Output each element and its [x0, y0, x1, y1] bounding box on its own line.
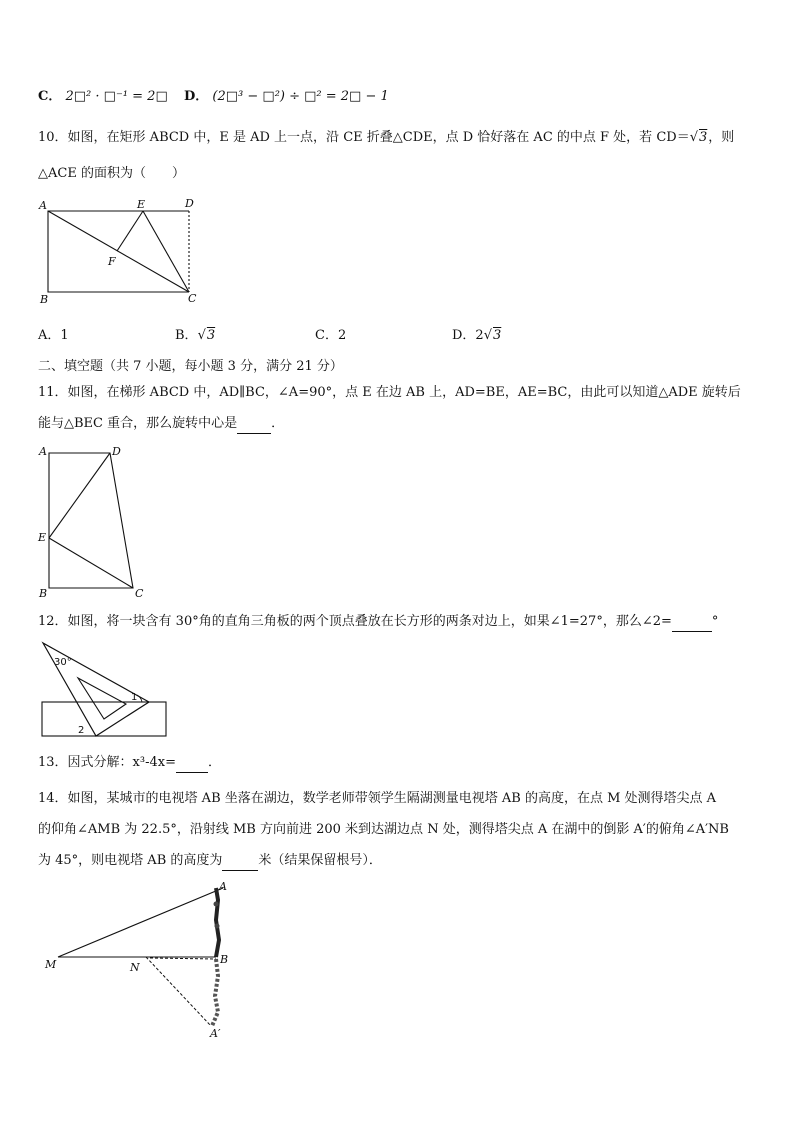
- q10-stem-text: 10．如图，在矩形 ABCD 中，E 是 AD 上一点，沿 CE 折叠△CDE，点 D 恰好落在 AC 的中点 F 处，若 CD＝: [38, 130, 690, 145]
- point-label-e: E: [38, 531, 47, 544]
- q14-figure: [40, 880, 240, 1040]
- q11-stem-text: 能与△BEC 重合，那么旋转中心是: [38, 416, 238, 431]
- segment-ed: [49, 453, 110, 538]
- q10-figure: [36, 194, 206, 306]
- q11-answer-blank[interactable]: [237, 415, 271, 434]
- line-ma: [58, 888, 223, 957]
- q12-figure: [38, 640, 170, 740]
- q14-answer-blank[interactable]: [222, 852, 258, 871]
- segment-ef: [117, 211, 143, 251]
- q10-stem-end: ，则: [708, 130, 735, 145]
- tower-reflection: [212, 959, 218, 1026]
- point-label-n: N: [130, 961, 140, 974]
- q10-option-b-sqrt: √3: [197, 328, 216, 343]
- segment-ec: [143, 211, 189, 292]
- angle-2-label: 2: [78, 725, 85, 736]
- dashed-lake-shore: [150, 958, 216, 959]
- q10-option-c[interactable]: C．2: [315, 328, 347, 343]
- dashed-line-na-prime: [146, 957, 211, 1026]
- q14-stem-end: 米（结果保留根号）．: [258, 853, 382, 868]
- diagonal-ac: [48, 211, 189, 292]
- q12-stem-text: 12．如图，将一块含有 30°角的直角三角板的两个顶点叠放在长方形的两条对边上，如果∠1=27°，那么∠2=: [38, 614, 672, 629]
- angle-30-label: 30°: [54, 657, 72, 668]
- q10-sqrt: √3: [689, 130, 708, 145]
- q10-option-b[interactable]: [175, 327, 216, 345]
- angle-1-label: 1: [131, 692, 138, 703]
- q14-stem-line1: 14．如图，某城市的电视塔 AB 坐落在湖边，数学老师带领学生隔湖测量电视塔 AB 的高度，在点 M 处测得塔尖点 A: [38, 791, 717, 806]
- set-square-inner-cutout: [78, 678, 126, 719]
- q10-option-d[interactable]: [452, 327, 502, 345]
- q9-option-c-expr: 2□² · □⁻¹ = 2□: [65, 89, 168, 104]
- q13-stem-text: 13．因式分解：x³-4x=: [38, 755, 176, 770]
- point-label-a: A: [39, 199, 47, 212]
- trapezoid-rotation-diagram: [36, 443, 156, 599]
- q14-stem-text: 为 45°，则电视塔 AB 的高度为: [38, 853, 223, 868]
- tv-tower-reflection-diagram: [40, 880, 240, 1040]
- tower-ab: [216, 888, 219, 957]
- point-label-b: B: [39, 587, 48, 600]
- point-label-c: C: [188, 292, 197, 305]
- point-label-a: A: [219, 880, 227, 893]
- q10-option-d-radicand: 3: [493, 328, 502, 343]
- set-square-on-rectangle-diagram: [38, 640, 170, 740]
- q14-stem-line2: 的仰角∠AMB 为 22.5°，沿射线 MB 方向前进 200 米到达湖边点 N 处，测得塔尖点 A 在湖中的倒影 A′的俯角∠A′NB: [38, 822, 729, 837]
- point-label-e: E: [137, 198, 146, 211]
- q10-sqrt-radicand: 3: [699, 130, 708, 145]
- q12-answer-blank[interactable]: [672, 613, 712, 632]
- q13-stem: [38, 754, 764, 773]
- rectangle-fold-diagram: [36, 194, 206, 306]
- q9-option-d-label: D．: [184, 89, 209, 104]
- point-label-d: D: [185, 197, 194, 210]
- q10-option-b-radicand: 3: [206, 328, 216, 343]
- q11-stem-end: ．: [271, 416, 285, 431]
- point-label-m: M: [45, 958, 57, 971]
- point-label-b: B: [220, 953, 229, 966]
- q12-stem-end: °: [711, 614, 719, 629]
- point-label-b: B: [40, 293, 49, 306]
- q10-option-d-label: D．2: [452, 328, 484, 343]
- q11-figure: [36, 443, 156, 599]
- q10-option-b-label: B．: [175, 328, 198, 343]
- q10-option-a[interactable]: A．1: [38, 328, 69, 343]
- q9-option-d[interactable]: [184, 88, 389, 106]
- q12-stem: [38, 613, 764, 632]
- q9-option-c-label: C．: [38, 89, 62, 104]
- q11-stem-line1: 11．如图，在梯形 ABCD 中，AD∥BC，∠A=90°，点 E 在边 AB 上，AD=BE，AE=BC，由此可以知道△ADE 旋转后: [38, 385, 741, 400]
- point-label-a-prime: A′: [210, 1027, 221, 1040]
- q9-option-d-expr: (2□³ − □²) ÷ □² = 2□ − 1: [212, 89, 389, 104]
- segment-ec: [49, 538, 133, 588]
- q10-option-d-sqrt: √3: [483, 328, 502, 343]
- q14-stem-line3: [38, 852, 764, 871]
- q13-stem-end: ．: [207, 755, 221, 770]
- point-label-c: C: [135, 587, 144, 600]
- point-label-d: D: [112, 445, 121, 458]
- point-label-f: F: [108, 255, 116, 268]
- q13-answer-blank[interactable]: [176, 754, 208, 773]
- point-label-a: A: [39, 445, 47, 458]
- q10-stem-line1: [38, 129, 764, 147]
- q10-stem-line2: △ACE 的面积为（ ）: [38, 166, 185, 181]
- q11-stem-line2: [38, 415, 764, 434]
- section-heading-fill-in: 二、填空题（共 7 小题，每小题 3 分，满分 21 分）: [38, 359, 343, 374]
- q9-option-c[interactable]: [38, 88, 168, 106]
